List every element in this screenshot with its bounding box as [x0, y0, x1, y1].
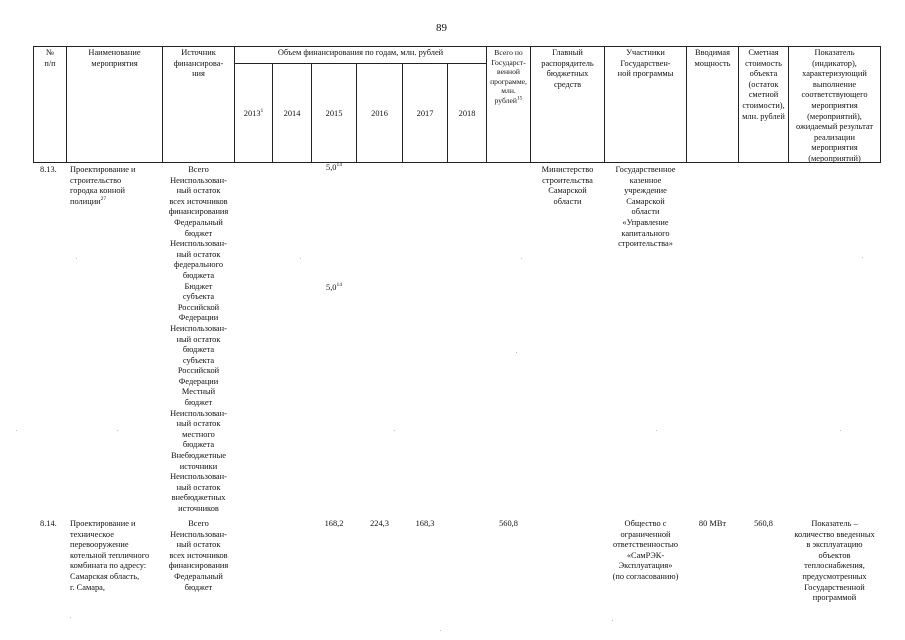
scan-speck [394, 430, 395, 431]
header-manager: Главный распорядитель бюджетных средств [541, 48, 594, 89]
scan-speck [862, 257, 863, 258]
header-capacity: Вводимая мощность [694, 48, 731, 68]
row-8-14-cost: 560,8 [754, 519, 773, 528]
header-cost: Сметная стоимость объекта (остаток сметной стоимости), млн. рублей [742, 48, 785, 121]
row-8-14-num: 8.14. [40, 519, 57, 528]
row-8-14-2015: 168,2 [324, 519, 344, 528]
year-2013-footnote: 1 [260, 108, 264, 115]
row-8-13-num: 8.13. [40, 165, 57, 174]
row-8-13-name [70, 165, 162, 207]
row-8-13-name-text: Проектирование и строительство городка конной полиции [70, 165, 136, 206]
row-8-14-indicator: Показатель – количество введенных в эксплуатацию объектов теплоснабжения, предусмотренных Государственной программой [794, 519, 875, 603]
scan-speck [840, 430, 841, 431]
scan-speck [300, 258, 301, 259]
scan-speck [521, 258, 522, 259]
row-8-14-name: Проектирование и техническое перевооружение котельной тепличного комбината по адресу: Самарская область, г. Самара, [70, 519, 150, 592]
header-bottom-border [33, 162, 881, 163]
scan-speck [612, 620, 613, 621]
header-year-2018: 2018 [458, 109, 476, 118]
header-total [487, 48, 530, 106]
header-year-2014: 2014 [283, 109, 301, 118]
header-year-2013 [235, 109, 272, 120]
page-number: 89 [436, 22, 447, 34]
row-8-13-2015-regional-value: 5,0 [326, 283, 337, 292]
row-8-13-2015-total [312, 163, 356, 174]
row-8-13-sources: Всего Неиспользован- ный остаток всех источников финансирования Федеральный бюджет Неиспользован- ный остаток федерального бюджета Бюджет субъекта Российской Федерации Неиспользован- ный остаток бюджета субъекта Российской Федерации Местный бюджет Неиспользован- ный остаток местного бюджета Внебюджетные источники Неиспользован- ный остаток внебюджетных источников [168, 165, 229, 513]
scan-speck [70, 617, 71, 618]
row-8-13-2015-total-value: 5,0 [326, 163, 337, 172]
table-top-border [33, 46, 881, 47]
row-8-13-2015-total-footnote: 14 [336, 162, 342, 169]
row-8-13-name-footnote: 27 [100, 195, 107, 202]
year-2013-label: 2013 [243, 109, 261, 118]
row-8-13-participants: Государственное казенное учреждение Самарской области «Управление капитального строительства» [615, 165, 676, 249]
scan-speck [76, 258, 77, 259]
row-8-14-total: 560,8 [499, 519, 518, 528]
row-8-13-manager: Министерство строительства Самарской области [541, 165, 594, 206]
table-right-border [880, 46, 881, 163]
scan-speck [440, 630, 441, 631]
scan-speck [117, 430, 118, 431]
header-indicator: Показатель (индикатор), характеризующий выполнение соответствующего мероприятия (мероприятий), ожидаемый результат реализации мероприятия (мероприятий) [795, 48, 873, 163]
header-num: № п/п [44, 48, 56, 68]
row-8-14-2016: 224,3 [370, 519, 389, 528]
header-total-text: Всего по Государст- венной программе, млн. рублей [490, 48, 527, 105]
header-year-2015: 2015 [325, 109, 343, 118]
header-name: Наименование мероприятия [88, 48, 141, 68]
header-participants: Участники Государствен- ной программы [617, 48, 674, 79]
row-8-14-2017: 168,3 [415, 519, 435, 528]
scan-speck [16, 430, 17, 431]
scan-speck [516, 352, 517, 353]
row-8-14-participants: Общество с ограниченной ответственностью «СамРЭК- Эксплуатация» (по согласованию) [612, 519, 679, 581]
row-8-14-sources: Всего Неиспользован- ный остаток всех источников финансирования Федеральный бюджет [168, 519, 229, 592]
row-8-13-2015-regional [312, 283, 356, 294]
header-year-2017: 2017 [416, 109, 434, 118]
row-8-13-2015-regional-footnote: 14 [336, 282, 342, 289]
row-8-14-capacity: 80 МВт [698, 519, 727, 528]
col-divider-3 [234, 46, 235, 163]
header-source: Источник финансирова- ния [173, 48, 224, 79]
scan-speck [656, 430, 657, 431]
header-total-footnote: 15 [516, 95, 523, 102]
header-year-2016: 2016 [371, 109, 388, 118]
header-funding: Объем финансирования по годам, млн. рублей [277, 48, 444, 57]
